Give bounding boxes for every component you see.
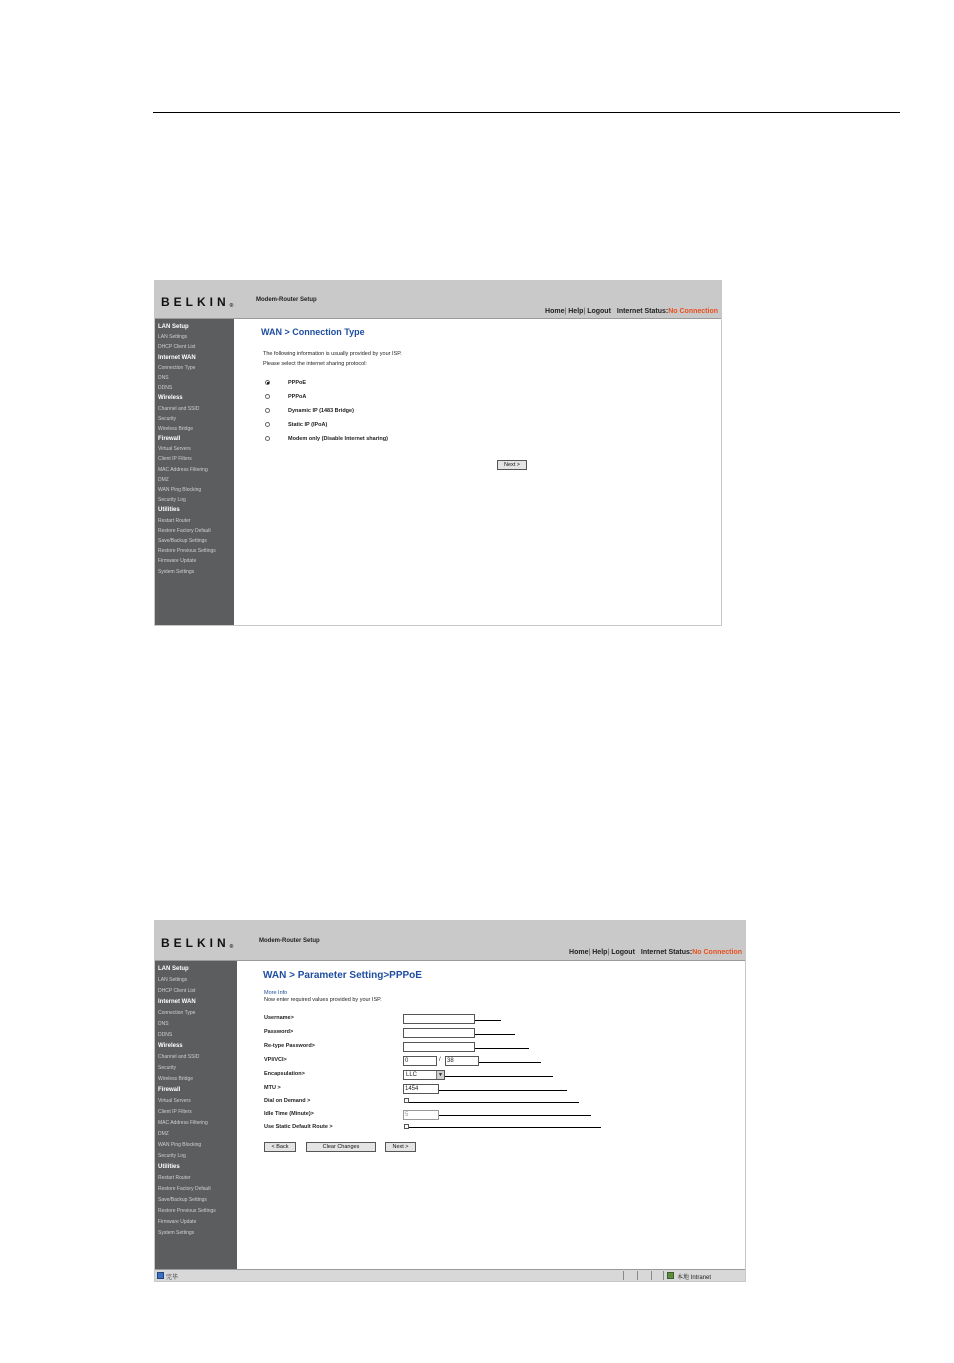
sidebar-nav	[155, 319, 234, 625]
router-header	[155, 921, 745, 961]
callout-line	[439, 1115, 591, 1116]
security-zone-text: 本地 Intranet	[677, 1275, 712, 1281]
encapsulation-value: LLC	[406, 1072, 418, 1078]
sidebar-item-mac-address-filtering[interactable]: MAC Address Filtering	[158, 466, 208, 473]
sidebar-item-system-settings[interactable]: System Settings	[158, 1230, 195, 1236]
sidebar-item-restore-factory-default[interactable]: Restore Factory Default	[158, 527, 211, 534]
instruction-text: Now enter required values provided by your ISP.	[264, 997, 382, 1003]
sidebar-section-firewall: Firewall	[158, 1087, 181, 1093]
username-input[interactable]	[403, 1014, 475, 1024]
internet-status-value: No Connection	[668, 308, 718, 315]
vpi-vci-separator: /	[439, 1057, 441, 1063]
encapsulation-select[interactable]	[403, 1070, 445, 1080]
header-nav: Home| Help| Logout Internet Status:No Connection	[569, 949, 742, 956]
callout-line	[409, 1127, 601, 1128]
page-top-rule	[153, 112, 900, 113]
sidebar-item-save-backup-settings[interactable]: Save/Backup Settings	[158, 537, 207, 544]
sidebar-item-dhcp-client-list[interactable]: DHCP Client List	[158, 344, 196, 351]
sidebar-section-utilities: Utilities	[158, 507, 180, 514]
sidebar-item-channel-and-ssid[interactable]: Channel and SSID	[158, 405, 200, 412]
vpi-input[interactable]: 0	[403, 1056, 437, 1066]
sidebar-item-lan-settings[interactable]: LAN Settings	[158, 977, 188, 983]
chevron-down-icon[interactable]: ▼	[436, 1071, 444, 1079]
sidebar-item-firmware-update[interactable]: Firmware Update	[158, 558, 197, 565]
isp-info-text: The following information is usually provided by your ISP.	[263, 351, 402, 357]
page-title: WAN > Connection Type	[261, 327, 365, 337]
idle-time-label: Idle Time (Minute)>	[264, 1111, 314, 1117]
back-button[interactable]: < Back	[264, 1142, 296, 1152]
internet-status-value: No Connection	[692, 949, 742, 956]
sidebar-section-wireless: Wireless	[158, 395, 183, 402]
status-divider	[663, 1271, 664, 1280]
logout-link[interactable]: Logout	[587, 308, 611, 315]
sidebar-item-dmz[interactable]: DMZ	[158, 476, 169, 483]
browser-status-bar	[155, 1269, 745, 1281]
sidebar-section-lan-setup: LAN Setup	[158, 966, 189, 972]
sidebar-item-client-ip-filters[interactable]: Client IP Filters	[158, 1109, 192, 1115]
sidebar-section-utilities: Utilities	[158, 1164, 180, 1170]
encapsulation-label: Encapsulation>	[264, 1071, 305, 1077]
radio-static-ip[interactable]	[265, 422, 270, 427]
sidebar-item-connection-type[interactable]: Connection Type	[158, 1010, 196, 1016]
dial-on-demand-label: Dial on Demand >	[264, 1098, 311, 1104]
sidebar-item-restart-router[interactable]: Restart Router	[158, 1175, 191, 1181]
sidebar-item-save-backup-settings[interactable]: Save/Backup Settings	[158, 1197, 207, 1203]
main-content	[234, 319, 721, 625]
radio-pppoe[interactable]	[265, 380, 270, 385]
status-text: 完毕	[166, 1275, 179, 1281]
internet-status-label: Internet Status:	[640, 949, 693, 956]
sidebar-nav	[155, 961, 237, 1281]
sidebar-item-dns[interactable]: DNS	[158, 1021, 169, 1027]
home-link[interactable]: Home	[569, 949, 589, 956]
router-header	[155, 281, 721, 319]
next-button[interactable]: Next >	[385, 1142, 416, 1152]
status-divider	[623, 1271, 624, 1280]
sidebar-item-restore-previous-settings[interactable]: Restore Previous Settings	[158, 1208, 216, 1214]
sidebar-section-lan-setup: LAN Setup	[158, 324, 189, 330]
more-info-link[interactable]: More Info	[264, 990, 288, 996]
sidebar-section-wireless: Wireless	[158, 1043, 183, 1049]
belkin-logo: BELKIN®	[161, 295, 234, 309]
belkin-logo: BELKIN®	[161, 936, 234, 950]
help-link[interactable]: Help	[568, 308, 584, 315]
sidebar-item-dns[interactable]: DNS	[158, 374, 169, 381]
sidebar-item-restore-previous-settings[interactable]: Restore Previous Settings	[158, 548, 216, 555]
sidebar-item-channel-and-ssid[interactable]: Channel and SSID	[158, 1054, 200, 1060]
sidebar-item-system-settings[interactable]: System Settings	[158, 568, 195, 575]
retype-password-label: Re-type Password>	[264, 1043, 315, 1049]
option-label: Modem only (Disable Internet sharing)	[288, 436, 388, 442]
sidebar-item-restore-factory-default[interactable]: Restore Factory Default	[158, 1186, 211, 1192]
callout-line	[445, 1076, 553, 1077]
callout-line	[439, 1090, 567, 1091]
sidebar-item-virtual-servers[interactable]: Virtual Servers	[158, 446, 191, 453]
help-link[interactable]: Help	[592, 949, 608, 956]
callout-line	[479, 1062, 541, 1063]
option-label: Dynamic IP (1483 Bridge)	[288, 408, 354, 414]
callout-line	[409, 1102, 579, 1103]
status-divider	[637, 1271, 638, 1280]
header-nav: Home| Help| Logout Internet Status:No Connection	[545, 308, 718, 315]
sidebar-item-restart-router[interactable]: Restart Router	[158, 517, 191, 524]
header-title: Modem-Router Setup	[256, 297, 317, 303]
password-label: Password>	[264, 1029, 294, 1035]
sidebar-item-dhcp-client-list[interactable]: DHCP Client List	[158, 988, 196, 994]
callout-line	[475, 1034, 515, 1035]
idle-time-input[interactable]: 5	[403, 1110, 439, 1120]
sidebar-section-firewall: Firewall	[158, 436, 181, 443]
sidebar-item-security[interactable]: Security	[158, 1065, 177, 1071]
radio-dynamic-ip[interactable]	[265, 408, 270, 413]
sidebar-item-connection-type[interactable]: Connection Type	[158, 364, 196, 371]
vci-input[interactable]: 38	[445, 1056, 479, 1066]
sidebar-section-internet-wan: Internet WAN	[158, 354, 196, 361]
static-route-label: Use Static Default Route >	[264, 1124, 333, 1130]
callout-line	[475, 1020, 501, 1021]
sidebar-item-ddns[interactable]: DDNS	[158, 385, 173, 392]
sidebar-item-wan-ping-blocking[interactable]: WAN Ping Blocking	[158, 487, 202, 493]
pppoe-parameter-screenshot	[154, 920, 746, 1282]
sidebar-item-wan-ping-blocking[interactable]: WAN Ping Blocking	[158, 1142, 202, 1148]
status-divider	[651, 1271, 652, 1280]
internet-status-label: Internet Status:	[616, 308, 669, 315]
callout-line	[475, 1048, 529, 1049]
sidebar-section-internet-wan: Internet WAN	[158, 999, 196, 1005]
username-label: Username>	[264, 1015, 294, 1021]
option-label: PPPoE	[288, 380, 307, 386]
logout-link[interactable]: Logout	[611, 949, 635, 956]
sidebar-item-security-log[interactable]: Security Log	[158, 1153, 186, 1159]
option-label: Static IP (IPoA)	[288, 422, 328, 428]
home-link[interactable]: Home	[545, 308, 565, 315]
retype-password-input[interactable]	[403, 1042, 475, 1052]
mtu-label: MTU >	[264, 1085, 281, 1091]
sidebar-item-lan-settings[interactable]: LAN Settings	[158, 334, 188, 341]
sidebar-item-security[interactable]: Security	[158, 415, 177, 422]
connection-type-screenshot	[154, 280, 722, 626]
sidebar-item-wireless-bridge[interactable]: Wireless Bridge	[158, 1076, 194, 1082]
vpi-vci-label: VPI/VCI>	[264, 1057, 287, 1063]
sidebar-item-virtual-servers[interactable]: Virtual Servers	[158, 1098, 191, 1104]
page-done-icon	[157, 1272, 164, 1279]
radio-pppoa[interactable]	[265, 394, 270, 399]
sidebar-item-ddns[interactable]: DDNS	[158, 1032, 173, 1038]
main-content	[237, 961, 745, 1281]
sidebar-item-dmz[interactable]: DMZ	[158, 1131, 169, 1137]
protocol-prompt: Please select the internet sharing protocol:	[263, 361, 367, 367]
mtu-input[interactable]: 1454	[403, 1084, 439, 1094]
intranet-zone-icon	[667, 1272, 674, 1279]
password-input[interactable]	[403, 1028, 475, 1038]
sidebar-item-mac-address-filtering[interactable]: MAC Address Filtering	[158, 1120, 208, 1126]
page-title: WAN > Parameter Setting>PPPoE	[263, 970, 422, 981]
sidebar-item-client-ip-filters[interactable]: Client IP Filters	[158, 456, 192, 463]
header-title: Modem-Router Setup	[259, 938, 320, 944]
sidebar-item-wireless-bridge[interactable]: Wireless Bridge	[158, 425, 194, 432]
next-button[interactable]: Next >	[497, 460, 527, 470]
sidebar-item-firmware-update[interactable]: Firmware Update	[158, 1219, 197, 1225]
option-label: PPPoA	[288, 394, 307, 400]
clear-changes-button[interactable]: Clear Changes	[306, 1142, 376, 1152]
radio-modem-only[interactable]	[265, 436, 270, 441]
sidebar-item-security-log[interactable]: Security Log	[158, 497, 186, 504]
